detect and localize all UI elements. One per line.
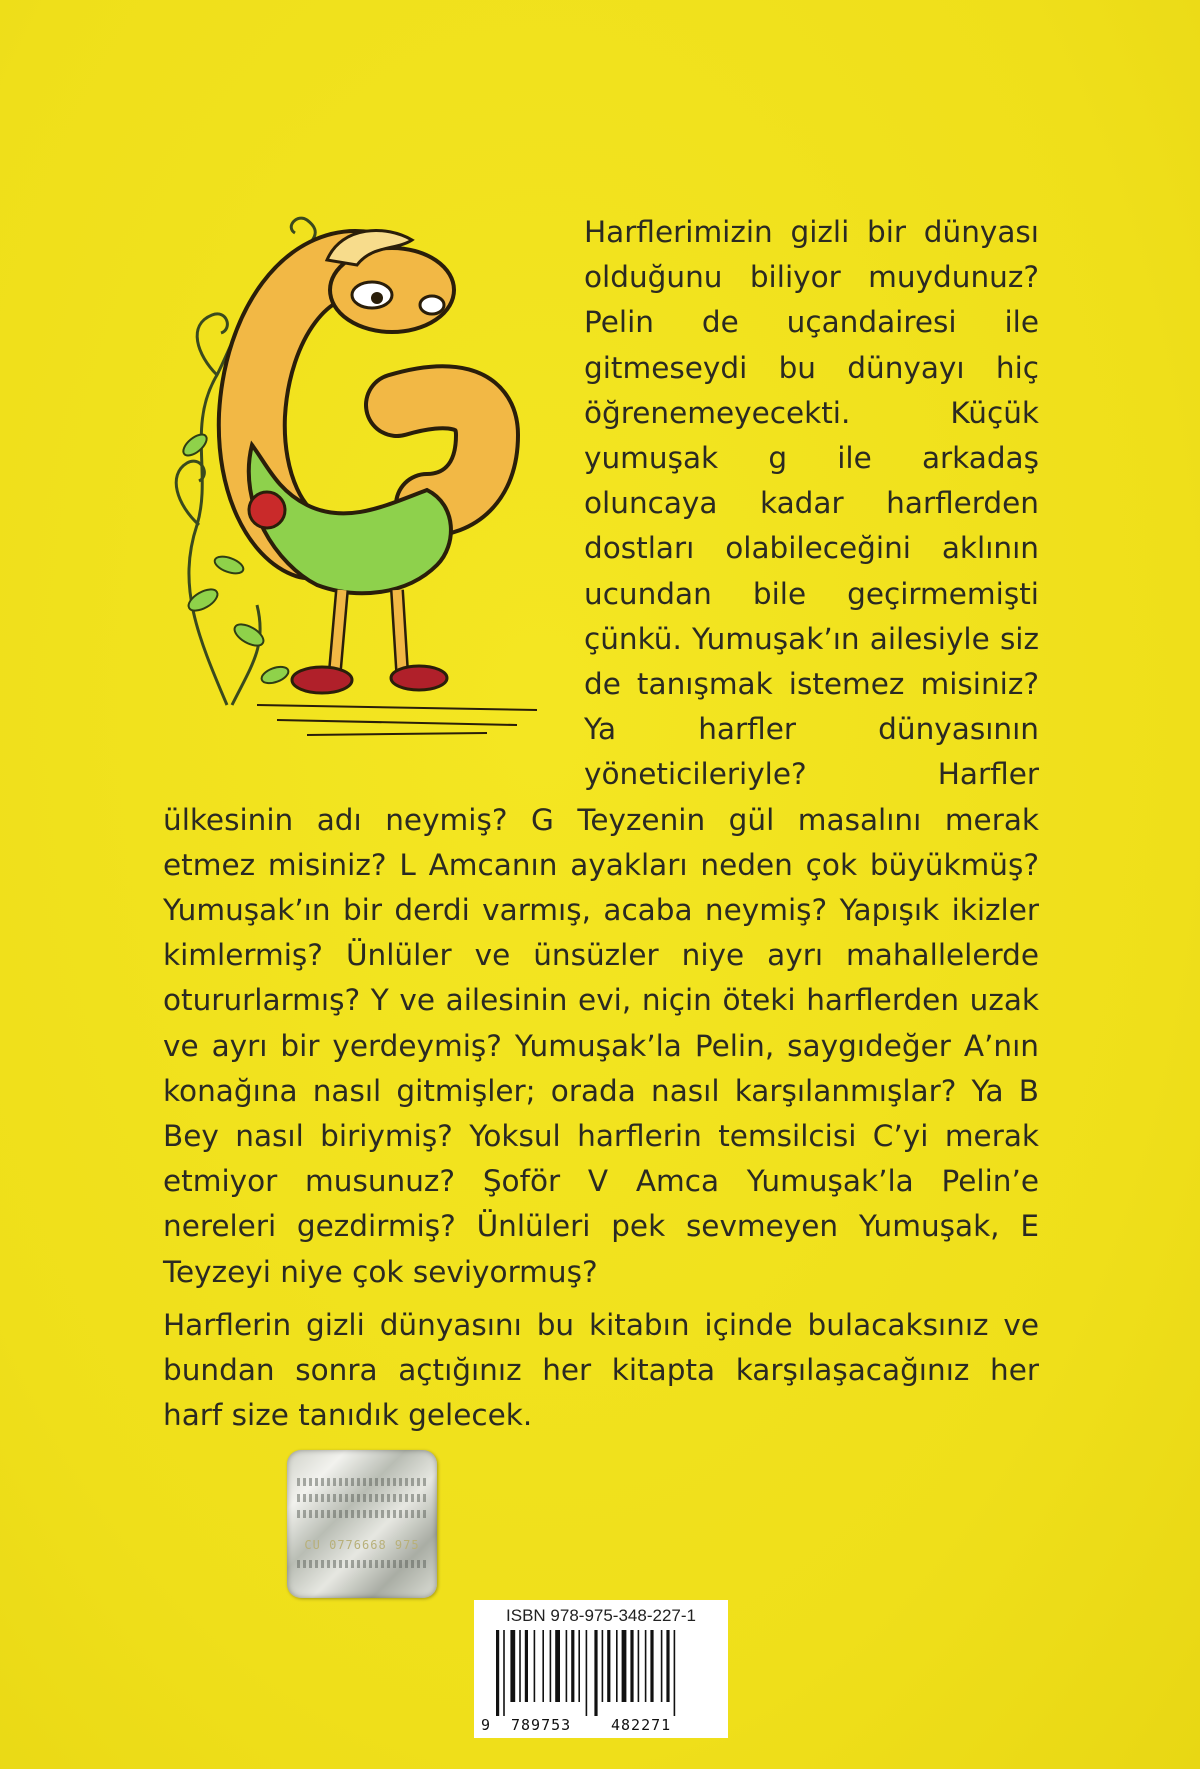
- letter-g-character-drawing: [157, 205, 577, 765]
- barcode-digit-first: 9: [481, 1716, 492, 1734]
- isbn-label: ISBN 978-975-348-227-1: [506, 1606, 696, 1625]
- barcode: [474, 1600, 728, 1738]
- blurb-paragraph-2: Harflerin gizli dünyasını bu kitabın içinde bulacaksınız ve bundan sonra açtığınız her kitapta karşılaşacağınız her harf size tanıdık gelecek.: [163, 1308, 1039, 1433]
- letter-g-character-illustration: [157, 210, 584, 790]
- hologram-pattern: [297, 1494, 427, 1502]
- hologram-code: CU 0776668 975: [304, 1538, 420, 1552]
- blurb-text-1: Harflerimizin gizli bir dünyası olduğunu biliyor muydunuz? Pelin de uçandairesi ile gitmeseydi bu dünyayı hiç öğrenemeyecekti. Küçük yumuşak g ile arkadaş oluncaya kadar harflerden dostları olabileceğini aklının ucundan bile geçirmemişti çünkü. Yumuşak’ın ailesiyle siz de tanışmak istemez misiniz? Ya harfler dünyasının yöneticileriyle? Harfler ülkesinin adı neymiş? G Teyzenin gül masalını merak etmez misiniz? L Amcanın ayakları neden çok büyükmüş? Yumuşak’ın bir derdi varmış, acaba neymiş? Yapışık ikizler kimlermiş? Ünlüler ve ünsüzler niye ayrı mahallelerde otururlarmış? Y ve ailesinin evi, niçin öteki harflerden uzak ve ayrı bir yerdeymiş? Yumuşak’la Pelin, saygıdeğer A’nın konağına nasıl gitmişler; orada nasıl karşılanmışlar? Ya B Bey nasıl biriymiş? Yoksul harflerin temsilcisi C’yi merak etmiyor musunuz? Şoför V Amca Yumuşak’la Pelin’e nereleri gezdirmiş? Ünlüleri pek sevmeyen Yumuşak, E Teyzeyi niye çok seviyormuş?: [163, 215, 1039, 1289]
- hologram-pattern: [297, 1510, 427, 1518]
- hologram-sticker: [287, 1450, 437, 1598]
- barcode-digits-right: 482271: [611, 1716, 672, 1734]
- barcode-bars: [496, 1630, 708, 1716]
- hologram-pattern: [297, 1478, 427, 1486]
- hologram-pattern: [297, 1560, 427, 1568]
- barcode-digits-left: 789753: [511, 1716, 572, 1734]
- blurb-paragraph-1: [163, 210, 1039, 1295]
